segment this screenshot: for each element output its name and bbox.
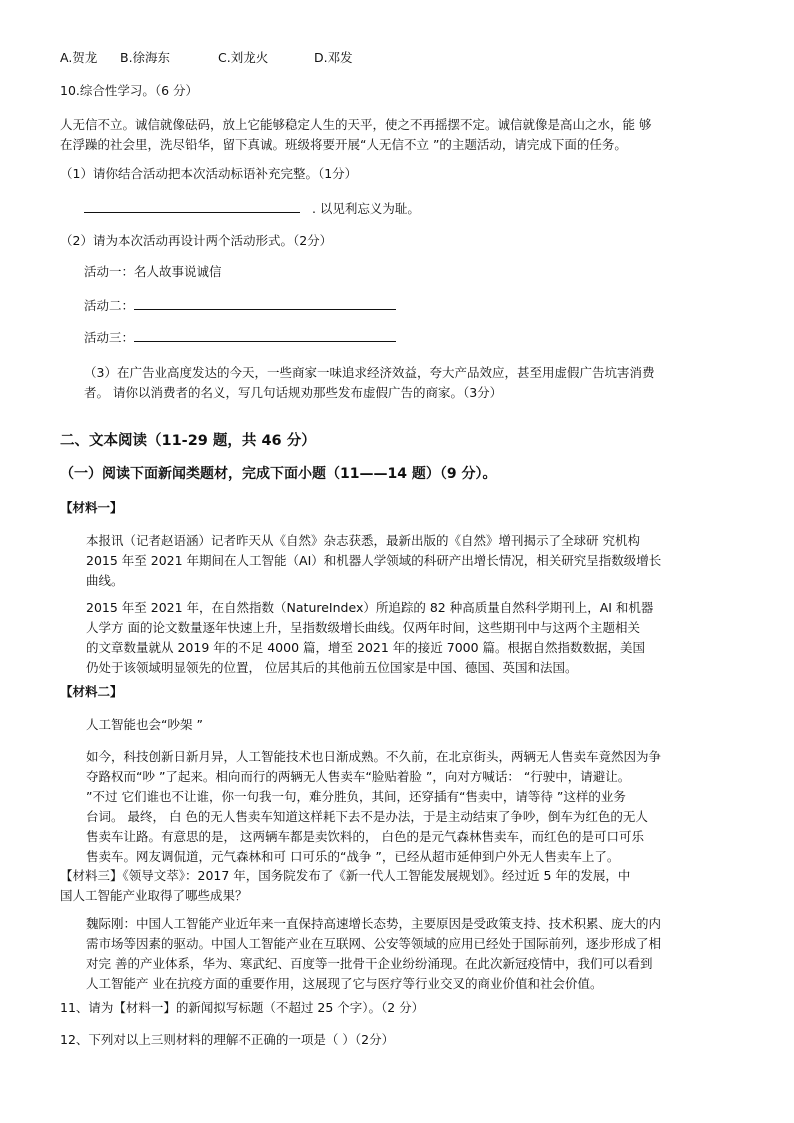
m3-line: 需市场等因素的驱动。中国人工智能产业在互联网、公安等领域的应用已经处于国际前列，逐步形成了相 xyxy=(86,936,662,951)
q10-sub2: （2）请为本次活动再设计两个活动形式。（2分） xyxy=(60,233,333,248)
m3-intro-line: 国人工智能产业取得了哪些成果？ xyxy=(60,888,248,903)
activity-2-row xyxy=(84,295,396,316)
q10-sub3-line: 者。 请你以消费者的名义，写几句话规劝那些发布虚假广告的商家。（3分） xyxy=(84,385,503,400)
slogan-blank[interactable] xyxy=(84,198,300,213)
m3-intro-line: 【材料三】《领导文萃》：2017 年，国务院发布了《新一代人工智能发展规划》。经过近 5 年的发展，中 xyxy=(60,868,631,883)
m3-line: 对完 善的产业体系，华为、寒武纪、百度等一批骨干企业纷纷涌现。在此次新冠疫情中，我们可以看到 xyxy=(86,956,653,971)
slogan-line xyxy=(84,198,420,219)
q10-sub3-line: （3）在广告业高度发达的今天，一些商家一味追求经济效益，夸大产品效应，甚至用虚假广告坑害消费 xyxy=(84,365,655,380)
section2-subtitle: （一）阅读下面新闻类题材，完成下面小题（11——14 题）（9 分）。 xyxy=(60,466,497,482)
material2-label: 【材料二】 xyxy=(60,684,123,699)
q10-intro xyxy=(60,115,651,155)
q11: 11、请为【材料一】的新闻拟写标题（不超过 25 个字）。（2 分） xyxy=(60,1000,425,1015)
m2-line: 售卖车让路。有意思的是， 这两辆车都是卖饮料的， 白色的是元气森林售卖车，而红色的是可口可乐 xyxy=(86,829,644,844)
activity-3-row xyxy=(84,327,396,348)
slogan-suffix: . 以见利忘义为耻。 xyxy=(311,201,420,216)
m3-line: 人工智能产 业在抗疫方面的重要作用，这展现了它与医疗等行业交叉的商业价值和社会价值。 xyxy=(86,976,603,991)
m2-line: 售卖车。网友调侃道，元气森林和可 口可乐的“战争 ”，已经从超市延伸到户外无人售卖车上了。 xyxy=(86,849,620,864)
q12: 12、下列对以上三则材料的理解不正确的一项是（ ）（2分） xyxy=(60,1032,395,1047)
m1-line: 本报讯（记者赵语涵）记者昨天从《自然》杂志获悉，最新出版的《自然》增刊揭示了全球研 究机构 xyxy=(86,533,640,548)
q10-intro-line: 在浮躁的社会里，洗尽铅华，留下真诚。班级将要开展“人无信不立 ”的主题活动，请完成下面的任务。 xyxy=(60,137,627,152)
options-row xyxy=(60,48,353,68)
material1-para2 xyxy=(86,598,653,678)
m2-line: 夺路权而“吵 ”了起来。相向而行的两辆无人售卖车“脸贴着脸 ”，向对方喊话： “行驶中，请避让。 xyxy=(86,769,631,784)
q10-intro-line: 人无信不立。诚信就像砝码，放上它能够稳定人生的天平，使之不再摇摆不定。诚信就像是高山之水，能 够 xyxy=(60,117,652,132)
material2-para xyxy=(86,747,661,867)
m1-line: 人学方 面的论文数量逐年快速上升，呈指数级增长曲线。仅两年时间，这些期刊中与这两个主题相关 xyxy=(86,620,640,635)
m1-line: 曲线。 xyxy=(86,573,124,588)
material1-label: 【材料一】 xyxy=(60,500,123,515)
q10-sub3 xyxy=(84,363,654,403)
option-b: B.徐海东 xyxy=(120,50,171,65)
material2-title: 人工智能也会“吵架 ” xyxy=(86,717,203,732)
option-a: A.贺龙 xyxy=(60,50,98,65)
material3-para xyxy=(86,914,661,994)
activity-2-label: 活动二： xyxy=(84,298,135,313)
option-d: D.邓发 xyxy=(314,50,353,65)
m2-line: 台词。 最终， 白 色的无人售卖车知道这样耗下去不是办法，于是主动结束了争吵，倒车为红色的无人 xyxy=(86,809,648,824)
m1-line: 的文章数量就从 2019 年的不足 4000 篇，增至 2021 年的接近 7000 篇。根据自然指数数据，美国 xyxy=(86,640,646,655)
m2-line: ”不过 它们谁也不让谁，你一句我一句，难分胜负，其间，还穿插有“售卖中，请等待 ”这样的业务 xyxy=(86,789,626,804)
material1-para1 xyxy=(86,531,661,591)
activity-1: 活动一：名人故事说诚信 xyxy=(84,264,222,279)
m3-line: 魏际刚：中国人工智能产业近年来一直保持高速增长态势，主要原因是受政策支持、技术积累、庞大的内 xyxy=(86,916,662,931)
activity-2-blank[interactable] xyxy=(134,295,396,310)
option-c: C.刘龙火 xyxy=(218,50,269,65)
m1-line: 仍处于该领域明显领先的位置， 位居其后的其他前五位国家是中国、德国、英国和法国。 xyxy=(86,660,578,675)
material3-intro xyxy=(60,866,630,906)
m1-line: 2015 年至 2021 年，在自然指数（NatureIndex）所追踪的 82 种高质量自然科学期刊上，AI 和机器 xyxy=(86,600,654,615)
m2-line: 如今，科技创新日新月异，人工智能技术也日渐成熟。不久前，在北京街头，两辆无人售卖车竟然因为争 xyxy=(86,749,662,764)
activity-3-label: 活动三： xyxy=(84,330,135,345)
m1-line: 2015 年至 2021 年期间在人工智能（AI）和机器人学领域的科研产出增长情况，相关研究呈指数级增长 xyxy=(86,553,662,568)
section2-title: 二、文本阅读（11-29 题，共 46 分） xyxy=(60,433,316,449)
activity-3-blank[interactable] xyxy=(134,327,396,342)
q10-title: 10.综合性学习。（6 分） xyxy=(60,83,199,98)
q10-sub1: （1）请你结合活动把本次活动标语补充完整。（1分） xyxy=(60,166,358,181)
